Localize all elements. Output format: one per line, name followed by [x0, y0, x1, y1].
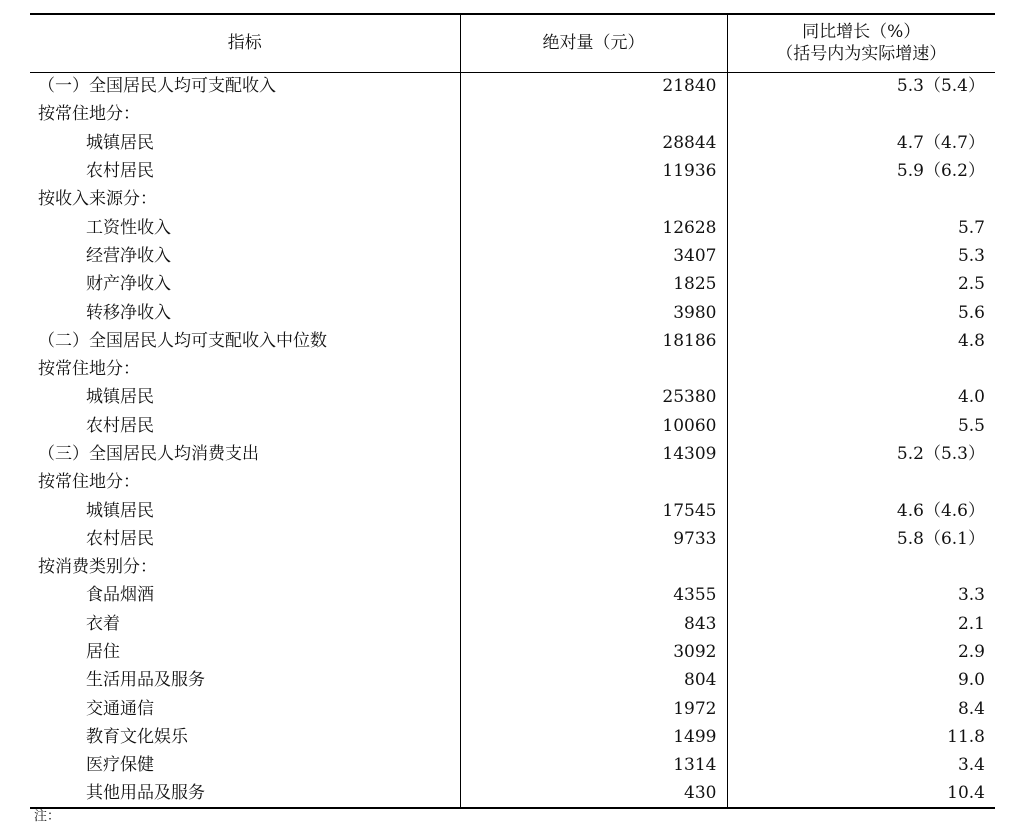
table-row — [30, 100, 995, 128]
row-absolute-value: 18186 — [460, 327, 727, 355]
table-row — [30, 157, 995, 185]
row-label: 按常住地分： — [38, 104, 140, 125]
table-row — [30, 440, 995, 468]
row-growth-rate: 3.3 — [727, 581, 995, 609]
table-row — [30, 412, 995, 440]
row-growth-rate: 5.7 — [727, 213, 995, 241]
row-absolute-value: 3092 — [460, 638, 727, 666]
row-label: 其他用品及服务 — [30, 779, 460, 807]
row-label: 居住 — [86, 642, 120, 663]
row-absolute-value: 9733 — [460, 525, 727, 553]
row-absolute-value: 3980 — [460, 298, 727, 326]
table-row — [30, 327, 995, 355]
row-growth-rate: 4.8 — [727, 327, 995, 355]
table-row — [30, 242, 995, 270]
row-absolute-value: 25380 — [460, 383, 727, 411]
row-growth-rate — [727, 100, 995, 128]
row-label: 按常住地分： — [38, 472, 140, 493]
row-absolute-value: 21840 — [460, 72, 727, 100]
row-label: 食品烟酒 — [86, 585, 154, 606]
row-growth-rate: 5.3 — [727, 242, 995, 270]
row-label: 农村居民 — [86, 161, 154, 182]
table-row — [30, 298, 995, 326]
row-label: 农村居民 — [86, 528, 154, 549]
row-growth-rate: 4.6（4.6） — [727, 496, 995, 524]
row-growth-rate — [727, 355, 995, 383]
row-growth-rate: 8.4 — [727, 695, 995, 723]
row-label: 城镇居民 — [86, 387, 154, 408]
header-absolute-value: 绝对量（元） — [460, 14, 727, 72]
income-expenditure-table — [30, 13, 995, 809]
row-growth-rate: 9.0 — [727, 666, 995, 694]
row-absolute-value: 10060 — [460, 412, 727, 440]
row-absolute-value — [460, 100, 727, 128]
header-growth-line1: 同比增长（%） — [802, 22, 921, 43]
table-row — [30, 553, 995, 581]
row-absolute-value: 12628 — [460, 213, 727, 241]
table-row — [30, 638, 995, 666]
table-row — [30, 383, 995, 411]
row-absolute-value — [460, 553, 727, 581]
table-row — [30, 129, 995, 157]
row-absolute-value: 1825 — [460, 270, 727, 298]
row-growth-rate: 4.7（4.7） — [727, 129, 995, 157]
row-label: 教育文化娱乐 — [86, 726, 188, 747]
table-row — [30, 723, 995, 751]
row-label: 衣着 — [86, 613, 120, 634]
row-absolute-value: 430 — [460, 779, 727, 807]
table-row — [30, 695, 995, 723]
row-label: 按常住地分： — [38, 359, 140, 380]
row-label: 财产净收入 — [86, 274, 171, 295]
row-label: （二）全国居民人均可支配收入中位数 — [38, 330, 327, 351]
row-label: 工资性收入 — [86, 217, 171, 238]
table-row — [30, 72, 995, 100]
row-absolute-value: 14309 — [460, 440, 727, 468]
table-row — [30, 525, 995, 553]
row-absolute-value — [460, 185, 727, 213]
row-growth-rate: 11.8 — [727, 723, 995, 751]
table-row — [30, 751, 995, 779]
header-row — [30, 14, 995, 72]
header-growth — [727, 14, 995, 72]
table-row — [30, 779, 995, 807]
table-row — [30, 581, 995, 609]
row-label: （三）全国居民人均消费支出 — [38, 444, 259, 464]
footnote: 注： — [34, 809, 61, 824]
row-absolute-value: 1499 — [460, 723, 727, 751]
table-row — [30, 185, 995, 213]
row-label: 城镇居民 — [86, 500, 154, 521]
row-label: 城镇居民 — [86, 132, 154, 153]
row-absolute-value: 1972 — [460, 695, 727, 723]
table-row — [30, 496, 995, 524]
row-growth-rate: 4.0 — [727, 383, 995, 411]
table-row — [30, 610, 995, 638]
row-label: 生活用品及服务 — [86, 670, 205, 691]
row-absolute-value — [460, 468, 727, 496]
row-absolute-value: 28844 — [460, 129, 727, 157]
row-growth-rate: 2.9 — [727, 638, 995, 666]
table-row — [30, 270, 995, 298]
row-label: 医疗保健 — [86, 755, 154, 776]
row-growth-rate: 5.6 — [727, 298, 995, 326]
row-growth-rate: 5.3（5.4） — [727, 72, 995, 100]
row-growth-rate: 5.8（6.1） — [727, 525, 995, 553]
row-growth-rate: 2.1 — [727, 610, 995, 638]
row-label: 经营净收入 — [86, 245, 171, 266]
table-row — [30, 213, 995, 241]
table-body — [30, 72, 995, 808]
row-label: （一）全国居民人均可支配收入 — [38, 76, 276, 97]
table-row — [30, 666, 995, 694]
row-growth-rate — [727, 185, 995, 213]
row-absolute-value: 4355 — [460, 581, 727, 609]
row-absolute-value: 1314 — [460, 751, 727, 779]
row-absolute-value: 804 — [460, 666, 727, 694]
row-label: 农村居民 — [86, 415, 154, 436]
row-growth-rate: 5.9（6.2） — [727, 157, 995, 185]
table-row — [30, 468, 995, 496]
row-growth-rate: 5.5 — [727, 412, 995, 440]
header-indicator: 指标 — [30, 14, 460, 72]
row-growth-rate — [727, 553, 995, 581]
row-label: 按消费类别分： — [38, 557, 157, 578]
row-absolute-value: 843 — [460, 610, 727, 638]
row-growth-rate: 3.4 — [727, 751, 995, 779]
table-row — [30, 355, 995, 383]
row-growth-rate — [727, 468, 995, 496]
row-absolute-value: 17545 — [460, 496, 727, 524]
row-absolute-value — [460, 355, 727, 383]
header-growth-line2: （括号内为实际增速） — [776, 44, 947, 65]
row-absolute-value: 3407 — [460, 242, 727, 270]
row-growth-rate: 2.5 — [727, 270, 995, 298]
row-label: 按收入来源分： — [38, 189, 157, 210]
row-absolute-value: 11936 — [460, 157, 727, 185]
table-header — [30, 14, 995, 72]
row-growth-rate: 5.2（5.3） — [727, 440, 995, 468]
row-label: 交通通信 — [86, 698, 154, 719]
row-growth-rate: 10.4 — [727, 779, 995, 807]
row-label: 转移净收入 — [86, 302, 171, 323]
